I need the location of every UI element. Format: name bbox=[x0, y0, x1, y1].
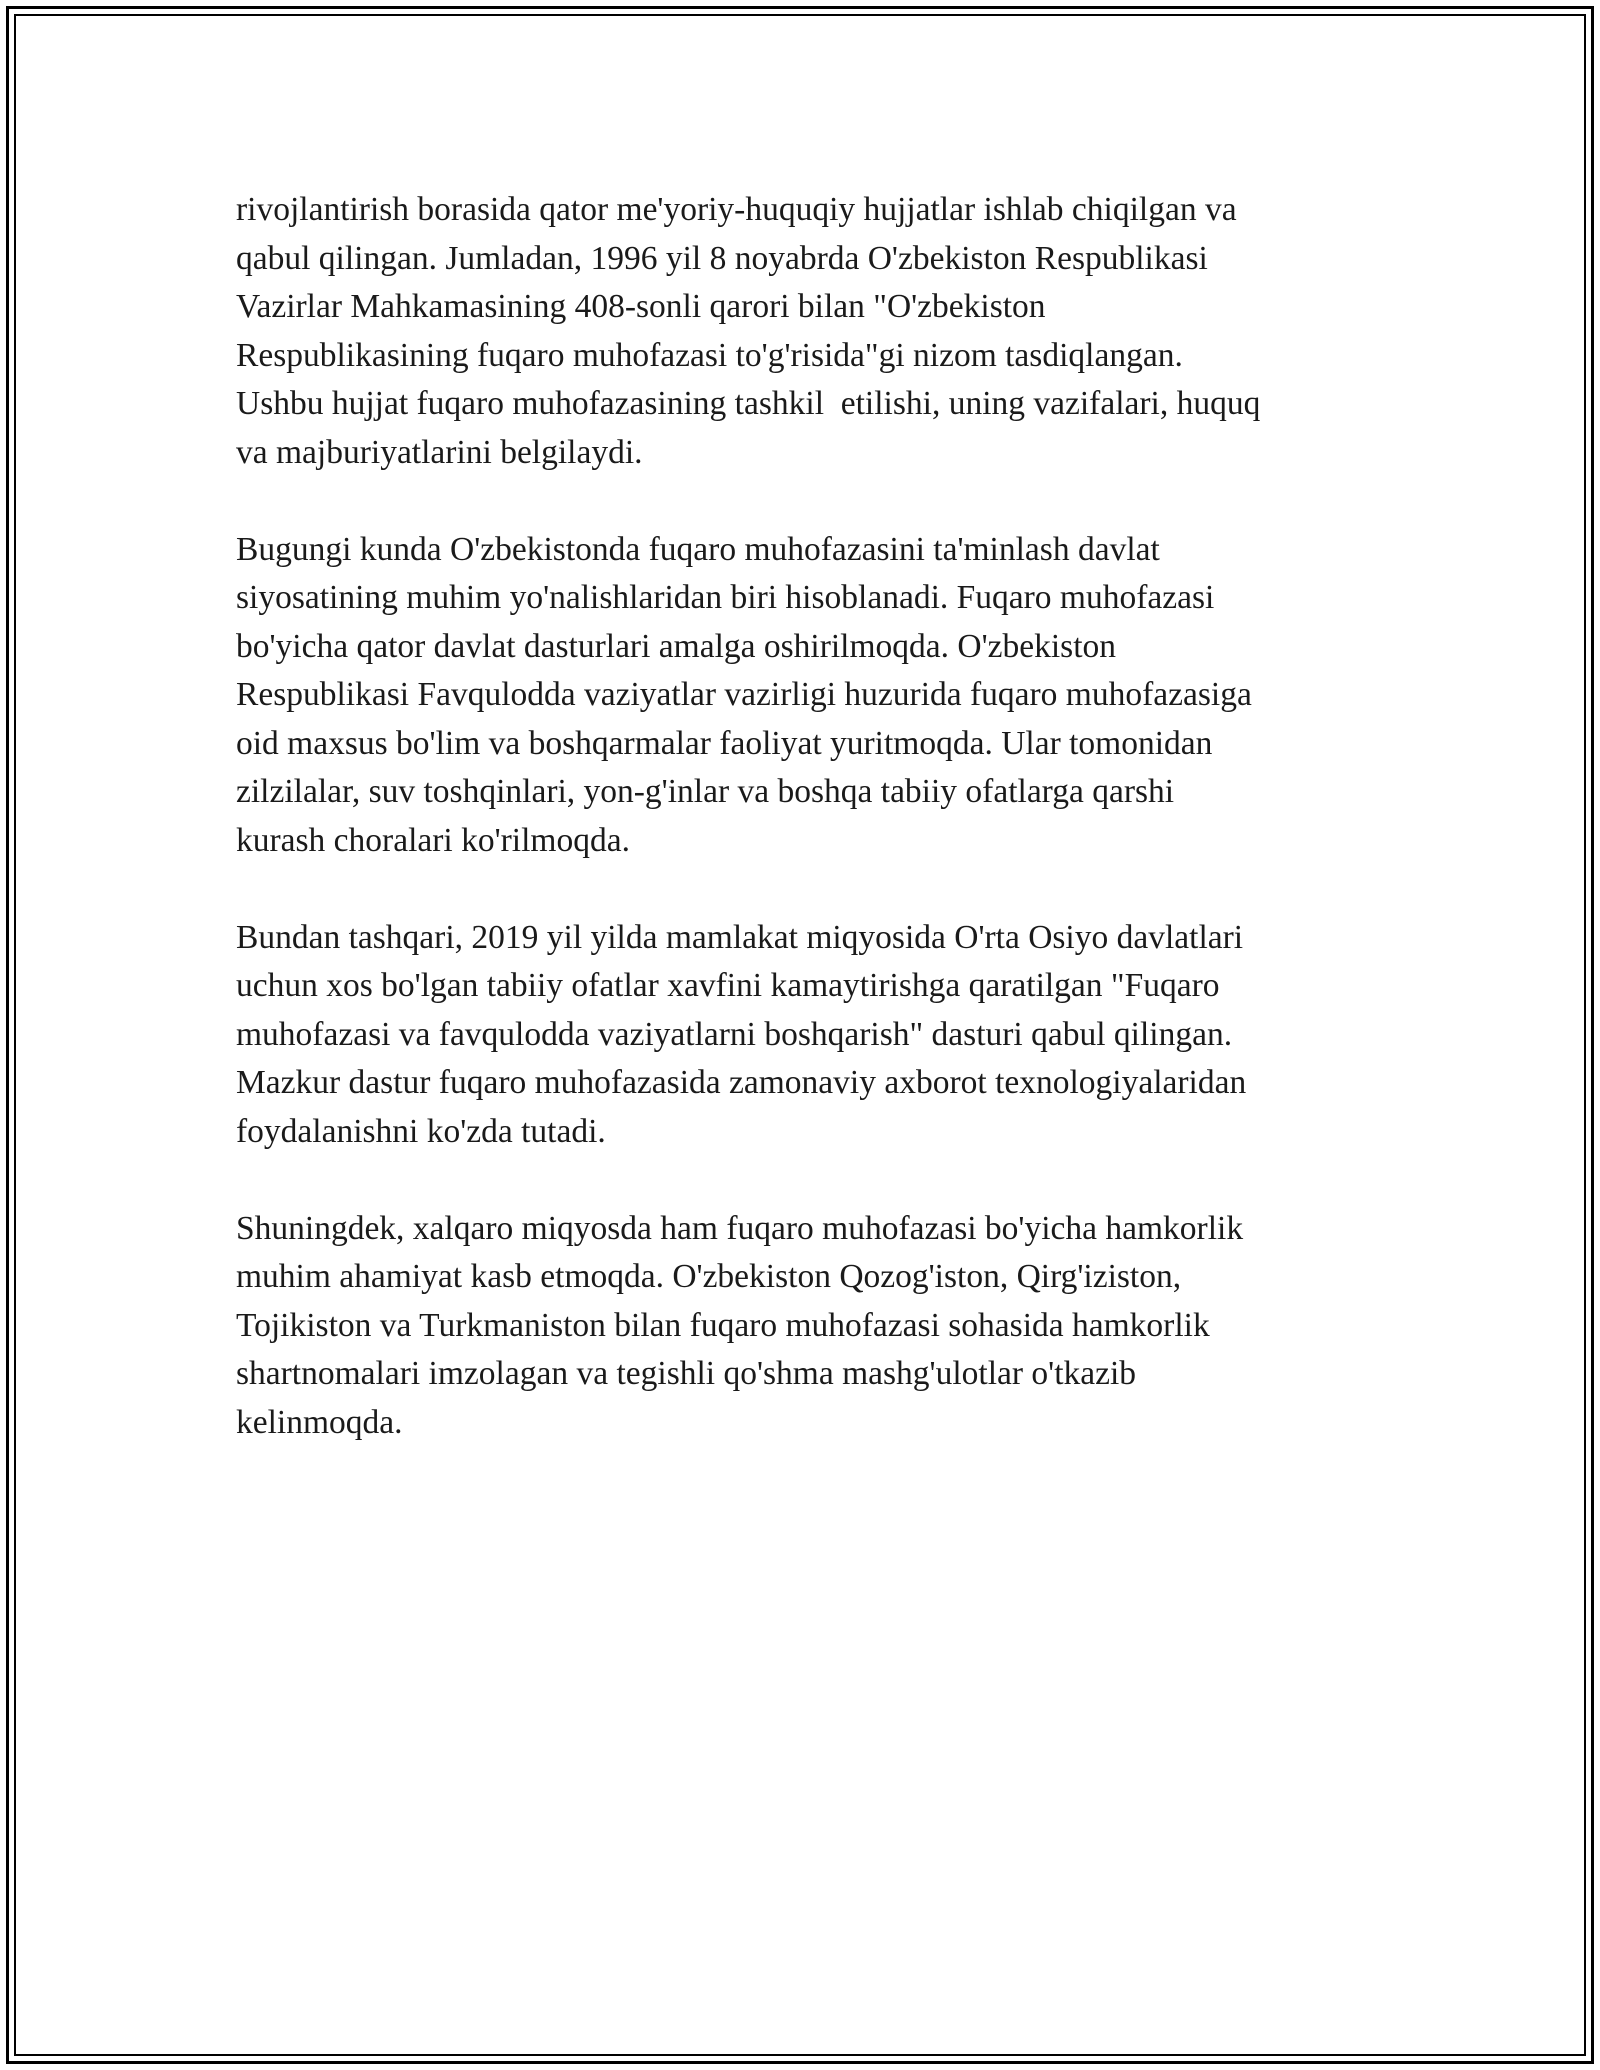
text-line: oid maxsus bo'lim va boshqarmalar faoliyat yuritmoqda. Ular tomonidan bbox=[236, 724, 1213, 762]
text-line: zilzilalar, suv toshqinlari, yon-g'inlar va boshqa tabiiy ofatlarga qarshi bbox=[236, 773, 1175, 810]
document-body bbox=[236, 186, 1386, 1496]
text-line: Bundan tashqari, 2019 yil yilda mamlakat miqyosida O'rta Osiyo davlatlari bbox=[236, 918, 1244, 956]
paragraph-4 bbox=[236, 1205, 1386, 1448]
text-line: Tojikiston va Turkmaniston bilan fuqaro muhofazasi sohasida hamkorlik bbox=[236, 1306, 1210, 1344]
text-line: bo'yicha qator davlat dasturlari amalga oshirilmoqda. O'zbekiston bbox=[236, 627, 1117, 665]
text-line: kelinmoqda. bbox=[236, 1403, 403, 1441]
text-line: va majburiyatlarini belgilaydi. bbox=[236, 433, 643, 471]
text-line: Respublikasi Favqulodda vaziyatlar vazirligi huzurida fuqaro muhofazasiga bbox=[236, 676, 1252, 713]
text-line: muhofazasi va favqulodda vaziyatlarni boshqarish" dasturi qabul qilingan. bbox=[236, 1015, 1233, 1053]
paragraph-3 bbox=[236, 914, 1386, 1157]
paragraph-2 bbox=[236, 526, 1386, 866]
text-line: muhim ahamiyat kasb etmoqda. O'zbekiston Qozog'iston, Qirg'iziston, bbox=[236, 1258, 1182, 1295]
text-line: siyosatining muhim yo'nalishlaridan biri hisoblanadi. Fuqaro muhofazasi bbox=[236, 579, 1215, 616]
text-line: uchun xos bo'lgan tabiiy ofatlar xavfini kamaytirishga qaratilgan "Fuqaro bbox=[236, 967, 1220, 1004]
text-line: Respublikasining fuqaro muhofazasi to'g'risida"gi nizom tasdiqlangan. bbox=[236, 336, 1183, 374]
text-line: qabul qilingan. Jumladan, 1996 yil 8 noyabrda O'zbekiston Respublikasi bbox=[236, 239, 1208, 277]
text-line: Mazkur dastur fuqaro muhofazasida zamonaviy axborot texnologiyalaridan bbox=[236, 1064, 1247, 1101]
text-line: rivojlantirish borasida qator me'yoriy-huquqiy hujjatlar ishlab chiqilgan va bbox=[236, 191, 1237, 228]
text-line: Ushbu hujjat fuqaro muhofazasining tashkil etilishi, uning vazifalari, huquq bbox=[236, 385, 1261, 422]
text-line: kurash choralari ko'rilmoqda. bbox=[236, 821, 630, 859]
text-line: Shuningdek, xalqaro miqyosda ham fuqaro muhofazasi bo'yicha hamkorlik bbox=[236, 1209, 1244, 1247]
text-line: Bugungi kunda O'zbekistonda fuqaro muhofazasini ta'minlash davlat bbox=[236, 530, 1160, 568]
text-line: Vazirlar Mahkamasining 408-sonli qarori bilan "O'zbekiston bbox=[236, 288, 1046, 325]
text-line: foydalanishni ko'zda tutadi. bbox=[236, 1112, 606, 1150]
text-line: shartnomalari imzolagan va tegishli qo'shma mashg'ulotlar o'tkazib bbox=[236, 1355, 1137, 1392]
paragraph-1 bbox=[236, 186, 1386, 477]
